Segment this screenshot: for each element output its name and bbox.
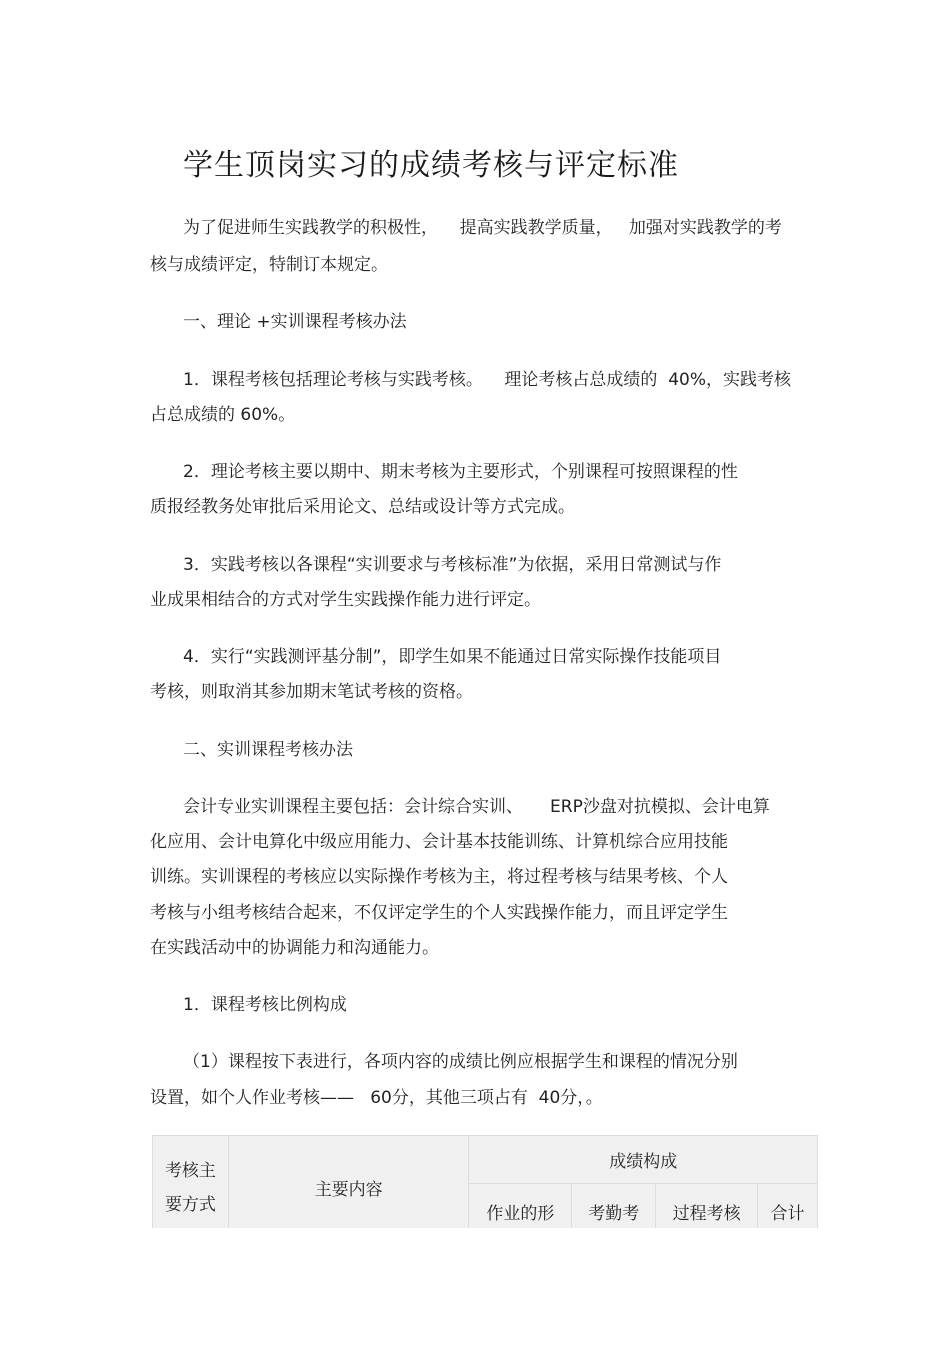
- subheader-total: 合计: [758, 1184, 818, 1240]
- score-header-cell: 成绩构成: [469, 1136, 818, 1184]
- document-title: 学生顶岗实习的成绩考核与评定标准: [183, 148, 679, 183]
- paragraph-training-line-2: 化应用、会计电算化中级应用能力、会计基本技能训练、计算机综合应用技能: [150, 832, 728, 852]
- paragraph-ratio-line-1: （1）课程按下表进行，各项内容的成绩比例应根据学生和课程的情况分别: [183, 1052, 738, 1072]
- paragraph-intro-line-1: 为了促进师生实践教学的积极性， 提高实践教学质量， 加强对实践教学的考: [183, 218, 782, 238]
- content-header-cell: 主要内容: [228, 1136, 469, 1240]
- item-2-line-1: 2．理论考核主要以期中、期末考核为主要形式，个别课程可按照课程的性: [183, 462, 738, 482]
- subheader-attendance: 考勤考: [572, 1184, 656, 1240]
- item-2-line-2: 质报经教务处审批后采用论文、总结或设计等方式完成。: [150, 497, 575, 517]
- paragraph-training-line-4: 考核与小组考核结合起来，不仅评定学生的个人实践操作能力，而且评定学生: [150, 903, 728, 923]
- subsection-heading-1: 1．课程考核比例构成: [183, 995, 347, 1015]
- method-header-line-1: 考核主: [164, 1160, 216, 1181]
- item-4-line-2: 考核，则取消其参加期末笔试考核的资格。: [150, 682, 473, 702]
- paragraph-training-line-3: 训练。实训课程的考核应以实际操作考核为主，将过程考核与结果考核、个人: [150, 867, 728, 887]
- method-header-line-2: 要方式: [164, 1194, 216, 1215]
- paragraph-training-line-1: 会计专业实训课程主要包括：会计综合实训、 ERP沙盘对抗模拟、会计电算: [183, 797, 770, 817]
- score-composition-table: [152, 1135, 818, 1240]
- method-header-cell: [153, 1136, 229, 1240]
- subheader-homework: 作业的形: [469, 1184, 572, 1240]
- item-4-line-1: 4．实行“实践测评基分制”，即学生如果不能通过日常实际操作技能项目: [183, 647, 722, 667]
- subheader-process: 过程考核: [656, 1184, 758, 1240]
- item-1-line-1: 1．课程考核包括理论考核与实践考核。 理论考核占总成绩的 40%，实践考核: [183, 370, 792, 390]
- item-3-line-1: 3．实践考核以各课程“实训要求与考核标准”为依据，采用日常测试与作: [183, 555, 722, 575]
- item-3-line-2: 业成果相结合的方式对学生实践操作能力进行评定。: [150, 590, 541, 610]
- item-1-line-2: 占总成绩的 60%。: [150, 405, 296, 425]
- paragraph-ratio-line-2: 设置，如个人作业考核—— 60分，其他三项占有 40分，。: [150, 1088, 603, 1108]
- paragraph-intro-line-2: 核与成绩评定，特制订本规定。: [150, 255, 388, 275]
- section-heading-1: 一、理论 +实训课程考核办法: [183, 312, 407, 332]
- section-heading-2: 二、实训课程考核办法: [183, 740, 353, 760]
- paragraph-training-line-5: 在实践活动中的协调能力和沟通能力。: [150, 938, 439, 958]
- page-cutoff: [140, 1228, 840, 1348]
